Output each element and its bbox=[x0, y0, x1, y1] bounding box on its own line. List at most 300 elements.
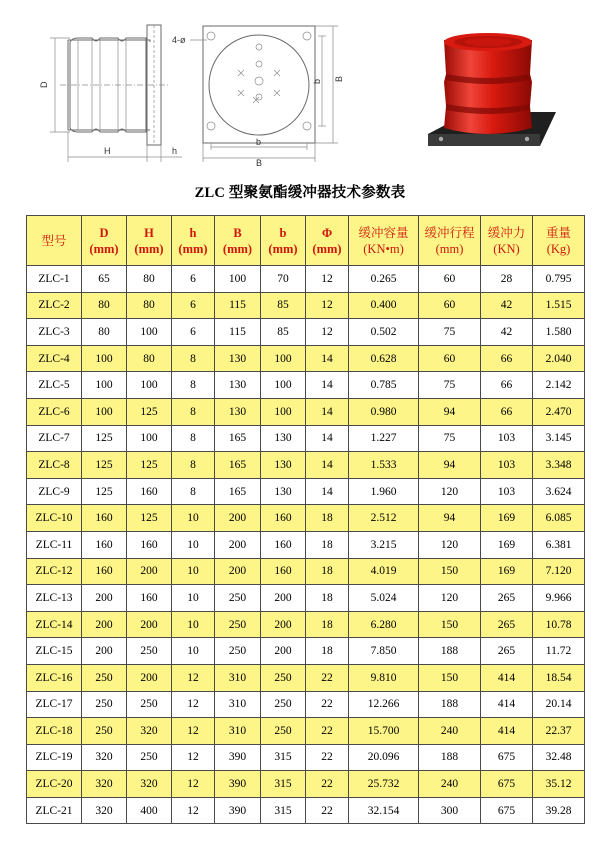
table-row bbox=[27, 505, 585, 532]
model-cell: ZLC-17 bbox=[27, 691, 82, 718]
table-row bbox=[27, 744, 585, 771]
model-cell: ZLC-2 bbox=[27, 292, 82, 319]
table-row bbox=[27, 398, 585, 425]
model-cell: ZLC-14 bbox=[27, 611, 82, 638]
table-header-cell bbox=[481, 216, 533, 266]
label-b-big-h: B bbox=[256, 158, 263, 168]
table-cell: 32.48 bbox=[533, 744, 585, 771]
table-cell: 80 bbox=[127, 345, 172, 372]
table-cell: 6.085 bbox=[533, 505, 585, 532]
table-cell: 94 bbox=[419, 398, 481, 425]
table-cell: 80 bbox=[127, 292, 172, 319]
table-cell: 85 bbox=[261, 292, 306, 319]
table-cell: 10 bbox=[172, 611, 215, 638]
table-cell: 32.154 bbox=[349, 797, 419, 824]
table-cell: 18 bbox=[306, 585, 349, 612]
table-cell: 200 bbox=[261, 611, 306, 638]
table-cell: 169 bbox=[481, 558, 533, 585]
table-cell: 250 bbox=[261, 664, 306, 691]
table-header-cell bbox=[261, 216, 306, 266]
table-cell: 35.12 bbox=[533, 771, 585, 798]
table-cell: 100 bbox=[261, 398, 306, 425]
table-cell: 42 bbox=[481, 292, 533, 319]
drawings-area bbox=[0, 0, 600, 178]
table-cell: 200 bbox=[127, 611, 172, 638]
table-cell: 66 bbox=[481, 372, 533, 399]
table-cell: 3.624 bbox=[533, 478, 585, 505]
table-cell: 8 bbox=[172, 372, 215, 399]
table-row bbox=[27, 611, 585, 638]
table-cell: 18 bbox=[306, 638, 349, 665]
top-view-drawing bbox=[190, 26, 338, 162]
table-cell: 200 bbox=[215, 531, 261, 558]
table-cell: 65 bbox=[82, 266, 127, 293]
table-cell: 265 bbox=[481, 611, 533, 638]
label-hole-count: 4-ø bbox=[172, 35, 186, 45]
table-cell: 10 bbox=[172, 531, 215, 558]
table-cell: 250 bbox=[261, 691, 306, 718]
header-label: h bbox=[189, 225, 197, 240]
table-cell: 0.400 bbox=[349, 292, 419, 319]
table-cell: 14 bbox=[306, 452, 349, 479]
page-title: ZLC 型聚氨酯缓冲器技术参数表 bbox=[194, 185, 406, 201]
table-cell: 103 bbox=[481, 478, 533, 505]
table-cell: 160 bbox=[127, 478, 172, 505]
table-cell: 115 bbox=[215, 292, 261, 319]
table-cell: 165 bbox=[215, 425, 261, 452]
table-cell: 250 bbox=[215, 585, 261, 612]
table-cell: 265 bbox=[481, 638, 533, 665]
table-cell: 250 bbox=[127, 744, 172, 771]
model-cell: ZLC-11 bbox=[27, 531, 82, 558]
model-cell: ZLC-6 bbox=[27, 398, 82, 425]
table-cell: 70 bbox=[261, 266, 306, 293]
table-cell: 120 bbox=[419, 531, 481, 558]
table-row bbox=[27, 664, 585, 691]
table-cell: 80 bbox=[82, 292, 127, 319]
table-cell: 310 bbox=[215, 718, 261, 745]
table-cell: 8 bbox=[172, 425, 215, 452]
table-cell: 11.72 bbox=[533, 638, 585, 665]
table-cell: 675 bbox=[481, 771, 533, 798]
table-cell: 320 bbox=[82, 744, 127, 771]
table-cell: 66 bbox=[481, 398, 533, 425]
table-cell: 12 bbox=[306, 319, 349, 346]
table-cell: 18 bbox=[306, 505, 349, 532]
model-cell: ZLC-15 bbox=[27, 638, 82, 665]
table-cell: 75 bbox=[419, 425, 481, 452]
table-cell: 94 bbox=[419, 452, 481, 479]
header-unit: (mm) bbox=[178, 241, 208, 256]
table-row bbox=[27, 638, 585, 665]
table-cell: 250 bbox=[261, 718, 306, 745]
table-cell: 130 bbox=[261, 478, 306, 505]
table-cell: 400 bbox=[127, 797, 172, 824]
table-header-cell bbox=[349, 216, 419, 266]
table-cell: 0.265 bbox=[349, 266, 419, 293]
table-cell: 22 bbox=[306, 691, 349, 718]
table-cell: 100 bbox=[82, 398, 127, 425]
table-cell: 160 bbox=[127, 585, 172, 612]
table-cell: 14 bbox=[306, 425, 349, 452]
table-header-row bbox=[27, 216, 585, 266]
table-row bbox=[27, 452, 585, 479]
table-cell: 0.980 bbox=[349, 398, 419, 425]
table-cell: 9.966 bbox=[533, 585, 585, 612]
table-cell: 160 bbox=[127, 531, 172, 558]
table-cell: 6.280 bbox=[349, 611, 419, 638]
label-b-big-v: B bbox=[334, 75, 344, 82]
table-row bbox=[27, 372, 585, 399]
table-cell: 20.14 bbox=[533, 691, 585, 718]
table-cell: 14 bbox=[306, 478, 349, 505]
header-label: B bbox=[233, 225, 242, 240]
table-cell: 130 bbox=[215, 345, 261, 372]
table-row bbox=[27, 319, 585, 346]
table-cell: 18 bbox=[306, 531, 349, 558]
table-cell: 160 bbox=[82, 531, 127, 558]
header-unit: (mm) bbox=[268, 241, 298, 256]
table-cell: 8 bbox=[172, 345, 215, 372]
header-unit: (KN•m) bbox=[363, 241, 404, 256]
model-cell: ZLC-12 bbox=[27, 558, 82, 585]
model-cell: ZLC-16 bbox=[27, 664, 82, 691]
label-b-small-h: b bbox=[256, 137, 262, 147]
table-cell: 85 bbox=[261, 319, 306, 346]
header-label: H bbox=[144, 225, 154, 240]
table-cell: 8 bbox=[172, 398, 215, 425]
table-cell: 160 bbox=[82, 558, 127, 585]
table-cell: 22 bbox=[306, 744, 349, 771]
table-cell: 10 bbox=[172, 638, 215, 665]
table-cell: 390 bbox=[215, 744, 261, 771]
table-cell: 6 bbox=[172, 266, 215, 293]
table-cell: 14 bbox=[306, 345, 349, 372]
table-cell: 200 bbox=[261, 638, 306, 665]
table-cell: 2.512 bbox=[349, 505, 419, 532]
table-cell: 14 bbox=[306, 398, 349, 425]
table-cell: 18 bbox=[306, 611, 349, 638]
table-row bbox=[27, 585, 585, 612]
table-cell: 188 bbox=[419, 744, 481, 771]
table-cell: 2.040 bbox=[533, 345, 585, 372]
table-cell: 188 bbox=[419, 691, 481, 718]
table-cell: 320 bbox=[127, 771, 172, 798]
header-unit: (mm) bbox=[89, 241, 119, 256]
table-cell: 5.024 bbox=[349, 585, 419, 612]
table-row bbox=[27, 478, 585, 505]
table-cell: 414 bbox=[481, 691, 533, 718]
table-row bbox=[27, 691, 585, 718]
header-unit: (mm) bbox=[134, 241, 164, 256]
table-cell: 12 bbox=[306, 292, 349, 319]
table-cell: 2.470 bbox=[533, 398, 585, 425]
table-row bbox=[27, 558, 585, 585]
table-cell: 250 bbox=[215, 638, 261, 665]
table-cell: 165 bbox=[215, 478, 261, 505]
table-header-cell bbox=[127, 216, 172, 266]
table-cell: 160 bbox=[261, 531, 306, 558]
table-cell: 160 bbox=[261, 558, 306, 585]
table-cell: 188 bbox=[419, 638, 481, 665]
table-cell: 60 bbox=[419, 266, 481, 293]
table-cell: 100 bbox=[127, 425, 172, 452]
table-cell: 60 bbox=[419, 292, 481, 319]
label-h-total: H bbox=[104, 146, 111, 156]
table-cell: 22 bbox=[306, 664, 349, 691]
table-cell: 12 bbox=[172, 664, 215, 691]
header-unit: (mm) bbox=[222, 241, 253, 256]
table-header-cell bbox=[82, 216, 127, 266]
table-cell: 250 bbox=[127, 691, 172, 718]
table-cell: 15.700 bbox=[349, 718, 419, 745]
table-cell: 200 bbox=[82, 638, 127, 665]
header-unit: (mm) bbox=[312, 241, 342, 256]
table-row bbox=[27, 292, 585, 319]
table-cell: 125 bbox=[127, 398, 172, 425]
table-cell: 250 bbox=[127, 638, 172, 665]
table-cell: 265 bbox=[481, 585, 533, 612]
table-cell: 22 bbox=[306, 771, 349, 798]
table-cell: 22 bbox=[306, 718, 349, 745]
table-row bbox=[27, 771, 585, 798]
table-cell: 18 bbox=[306, 558, 349, 585]
header-label: b bbox=[279, 225, 287, 240]
table-header-cell bbox=[533, 216, 585, 266]
model-cell: ZLC-3 bbox=[27, 319, 82, 346]
table-cell: 12 bbox=[172, 718, 215, 745]
table-row bbox=[27, 797, 585, 824]
table-body bbox=[27, 266, 585, 824]
model-cell: ZLC-20 bbox=[27, 771, 82, 798]
table-row bbox=[27, 345, 585, 372]
table-cell: 390 bbox=[215, 771, 261, 798]
table-row bbox=[27, 266, 585, 293]
table-cell: 0.795 bbox=[533, 266, 585, 293]
table-cell: 200 bbox=[261, 585, 306, 612]
header-unit: (KN) bbox=[493, 241, 520, 256]
header-unit: (Kg) bbox=[546, 241, 571, 256]
table-cell: 100 bbox=[261, 345, 306, 372]
table-cell: 150 bbox=[419, 611, 481, 638]
table-header-cell bbox=[172, 216, 215, 266]
table-cell: 414 bbox=[481, 718, 533, 745]
table-cell: 160 bbox=[82, 505, 127, 532]
table-header-cell bbox=[419, 216, 481, 266]
table-cell: 18.54 bbox=[533, 664, 585, 691]
table-cell: 200 bbox=[82, 585, 127, 612]
table-cell: 414 bbox=[481, 664, 533, 691]
table-cell: 160 bbox=[261, 505, 306, 532]
model-cell: ZLC-9 bbox=[27, 478, 82, 505]
table-cell: 125 bbox=[127, 452, 172, 479]
label-d: D bbox=[39, 81, 49, 88]
table-cell: 28 bbox=[481, 266, 533, 293]
table-cell: 60 bbox=[419, 345, 481, 372]
table-cell: 675 bbox=[481, 744, 533, 771]
model-cell: ZLC-5 bbox=[27, 372, 82, 399]
header-label: 重量 bbox=[545, 225, 571, 240]
table-cell: 6 bbox=[172, 319, 215, 346]
header-label: 型号 bbox=[41, 233, 67, 248]
table-cell: 125 bbox=[82, 452, 127, 479]
table-cell: 0.502 bbox=[349, 319, 419, 346]
table-cell: 240 bbox=[419, 718, 481, 745]
table-cell: 10 bbox=[172, 558, 215, 585]
table-cell: 12.266 bbox=[349, 691, 419, 718]
table-cell: 0.628 bbox=[349, 345, 419, 372]
table-cell: 675 bbox=[481, 797, 533, 824]
table-cell: 7.850 bbox=[349, 638, 419, 665]
table-cell: 120 bbox=[419, 585, 481, 612]
table-cell: 169 bbox=[481, 505, 533, 532]
table-row bbox=[27, 531, 585, 558]
table-cell: 12 bbox=[172, 691, 215, 718]
model-cell: ZLC-4 bbox=[27, 345, 82, 372]
table-cell: 10 bbox=[172, 505, 215, 532]
table-cell: 100 bbox=[127, 372, 172, 399]
label-b-small-v: b bbox=[312, 78, 322, 84]
spec-table bbox=[26, 215, 585, 824]
table-cell: 315 bbox=[261, 797, 306, 824]
table-cell: 130 bbox=[215, 398, 261, 425]
table-cell: 1.960 bbox=[349, 478, 419, 505]
table-cell: 169 bbox=[481, 531, 533, 558]
table-cell: 12 bbox=[172, 744, 215, 771]
table-cell: 200 bbox=[82, 611, 127, 638]
table-cell: 200 bbox=[215, 558, 261, 585]
table-cell: 1.580 bbox=[533, 319, 585, 346]
table-cell: 310 bbox=[215, 691, 261, 718]
table-cell: 14 bbox=[306, 372, 349, 399]
model-cell: ZLC-19 bbox=[27, 744, 82, 771]
product-photo bbox=[428, 33, 556, 146]
table-cell: 6 bbox=[172, 292, 215, 319]
table-cell: 165 bbox=[215, 452, 261, 479]
table-cell: 42 bbox=[481, 319, 533, 346]
table-cell: 1.533 bbox=[349, 452, 419, 479]
table-cell: 4.019 bbox=[349, 558, 419, 585]
header-label: 缓冲力 bbox=[487, 225, 526, 240]
table-cell: 1.227 bbox=[349, 425, 419, 452]
table-cell: 22.37 bbox=[533, 718, 585, 745]
table-cell: 39.28 bbox=[533, 797, 585, 824]
table-cell: 2.142 bbox=[533, 372, 585, 399]
table-cell: 3.215 bbox=[349, 531, 419, 558]
model-cell: ZLC-1 bbox=[27, 266, 82, 293]
model-cell: ZLC-10 bbox=[27, 505, 82, 532]
table-cell: 300 bbox=[419, 797, 481, 824]
model-cell: ZLC-21 bbox=[27, 797, 82, 824]
label-h-plate: h bbox=[172, 146, 178, 156]
table-cell: 94 bbox=[419, 505, 481, 532]
table-cell: 75 bbox=[419, 372, 481, 399]
header-label: 缓冲行程 bbox=[424, 225, 475, 240]
table-cell: 103 bbox=[481, 425, 533, 452]
table-cell: 120 bbox=[419, 478, 481, 505]
table-cell: 3.145 bbox=[533, 425, 585, 452]
table-cell: 130 bbox=[261, 452, 306, 479]
table-cell: 75 bbox=[419, 319, 481, 346]
table-cell: 250 bbox=[215, 611, 261, 638]
header-label: 缓冲容量 bbox=[358, 225, 409, 240]
header-label: D bbox=[99, 225, 109, 240]
table-cell: 8 bbox=[172, 452, 215, 479]
table-cell: 80 bbox=[127, 266, 172, 293]
table-cell: 240 bbox=[419, 771, 481, 798]
table-cell: 10.78 bbox=[533, 611, 585, 638]
table-header-cell bbox=[215, 216, 261, 266]
table-cell: 100 bbox=[127, 319, 172, 346]
table-cell: 20.096 bbox=[349, 744, 419, 771]
table-cell: 8 bbox=[172, 478, 215, 505]
table-cell: 320 bbox=[82, 797, 127, 824]
table-cell: 200 bbox=[215, 505, 261, 532]
table-cell: 130 bbox=[215, 372, 261, 399]
table-cell: 125 bbox=[82, 478, 127, 505]
table-cell: 12 bbox=[172, 797, 215, 824]
table-header-cell bbox=[306, 216, 349, 266]
table-cell: 390 bbox=[215, 797, 261, 824]
table-cell: 12 bbox=[306, 266, 349, 293]
table-cell: 10 bbox=[172, 585, 215, 612]
table-cell: 310 bbox=[215, 664, 261, 691]
table-cell: 115 bbox=[215, 319, 261, 346]
table-cell: 103 bbox=[481, 452, 533, 479]
model-cell: ZLC-8 bbox=[27, 452, 82, 479]
table-cell: 250 bbox=[82, 691, 127, 718]
table-cell: 250 bbox=[82, 664, 127, 691]
table-cell: 22 bbox=[306, 797, 349, 824]
table-cell: 125 bbox=[127, 505, 172, 532]
table-cell: 0.785 bbox=[349, 372, 419, 399]
header-label: Φ bbox=[321, 225, 333, 240]
table-cell: 12 bbox=[172, 771, 215, 798]
table-cell: 200 bbox=[127, 664, 172, 691]
model-cell: ZLC-7 bbox=[27, 425, 82, 452]
table-cell: 125 bbox=[82, 425, 127, 452]
header-unit: (mm) bbox=[435, 241, 464, 256]
table-cell: 9.810 bbox=[349, 664, 419, 691]
table-cell: 100 bbox=[261, 372, 306, 399]
table-row bbox=[27, 718, 585, 745]
model-cell: ZLC-13 bbox=[27, 585, 82, 612]
table-cell: 3.348 bbox=[533, 452, 585, 479]
table-header-cell bbox=[27, 216, 82, 266]
table-cell: 7.120 bbox=[533, 558, 585, 585]
table-cell: 1.515 bbox=[533, 292, 585, 319]
table-cell: 150 bbox=[419, 558, 481, 585]
table-cell: 250 bbox=[82, 718, 127, 745]
table-cell: 6.381 bbox=[533, 531, 585, 558]
table-cell: 130 bbox=[261, 425, 306, 452]
table-cell: 150 bbox=[419, 664, 481, 691]
table-cell: 320 bbox=[82, 771, 127, 798]
table-cell: 66 bbox=[481, 345, 533, 372]
table-cell: 100 bbox=[82, 345, 127, 372]
table-row bbox=[27, 425, 585, 452]
table-cell: 100 bbox=[82, 372, 127, 399]
table-cell: 100 bbox=[215, 266, 261, 293]
table-cell: 315 bbox=[261, 771, 306, 798]
model-cell: ZLC-18 bbox=[27, 718, 82, 745]
side-view-drawing bbox=[50, 25, 182, 162]
table-cell: 320 bbox=[127, 718, 172, 745]
table-cell: 80 bbox=[82, 319, 127, 346]
table-cell: 200 bbox=[127, 558, 172, 585]
table-cell: 25.732 bbox=[349, 771, 419, 798]
table-cell: 315 bbox=[261, 744, 306, 771]
